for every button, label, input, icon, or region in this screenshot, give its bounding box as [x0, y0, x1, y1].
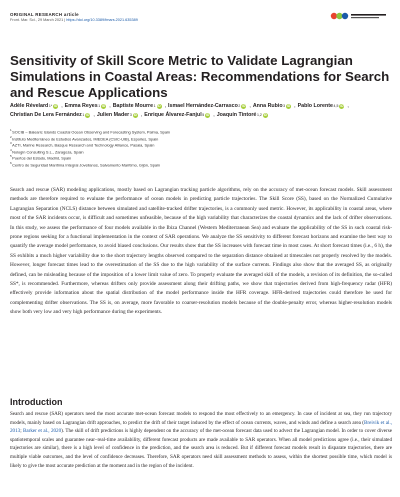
article-header: [10, 12, 310, 23]
author-name-text: Emma Reyes: [64, 103, 98, 109]
orcid-icon[interactable]: iD: [54, 104, 58, 108]
intro-text-part: ). The skill of drift predictions is highly dependent on the accuracy of the met-ocean forecast data used to advect the Lagrangian model. In order to cover diverse spatiotemporal scales and guarantee near–real-time availability, different forecast products are made available to SAR operators. When all model predictions agree (i.e., their simulated trajectories are similar), there is a high level of confidence in the prediction, and the search area is reduced. But if different forecast models result in disparate trajectories, there are multiple viable outcomes, and the level of confidence decreases. Therefore, SAR operators need skill assessment methods to assess, within the shortest possible time, which model is likely to give the most accurate prediction at the moment and in the region of the incident.: [10, 428, 392, 469]
author-separator: ,: [61, 103, 63, 109]
author-name-text: Pablo Lorente: [297, 103, 333, 109]
orcid-icon[interactable]: iD: [86, 113, 90, 117]
frontiers-logo[interactable]: [330, 10, 388, 22]
author-name-text: Baptiste Mourre: [112, 103, 154, 109]
affiliation-text: SOCIB – Balearic Islands Coastal Ocean Observing and Forecasting System, Palma, Spain: [12, 129, 171, 135]
affiliation-text: Centro de Seguridad Marítima Integral Jovellanos, Salvamento Marítimo, Gijón, Spain: [12, 162, 161, 168]
abstract-text: Search and rescue (SAR) modeling applications, mostly based on Lagrangian tracking particle algorithms, rely on the accuracy of met-ocean forecast models. Skill assessment methods are therefore required to evaluate the performance of ocean models in predicting particle trajectories. The Skill Score (SS), based on the Normalized Cumulative Lagrangian Separation (NCLS) distance between simulated and satellite-tracked drifter trajectories, is a commonly used metric. However, its applicability in coastal areas, where most of the SAR incidents occur, is difficult and sometimes unfeasible, because of the high variability that characterizes the coastal dynamics and the lack of drifter observations. In this study, we assess the performance of four models available in the Ibiza Channel (Western Mediterranean Sea) and evaluate the applicability of the SS in such coastal risk-prone regions seeking for a functional implementation in the context of SAR operations. We analyze the SS sensitivity to different forecast horizons and examine the best way to quantify the average model performance, to avoid biased conclusions. Our results show that the SS increases with forecast time in most cases. At short forecast times (i.e., 6 h), the SS exhibits a much higher variability due to the short trajectory lengths observed compared to the separation distance obtained at timescales not properly resolved by the models. However, longer forecast times lead to the overestimation of the SS due to the high variability of the surface currents. Findings also show that the averaged SS, as originally defined, can be misleading because of the imposition of a lower limit value of zero. To properly evaluate the averaged skill of the models, a revision of its definition, the so-called SS*, is recommended. Furthermore, whereas drifters only provide assessment along their drifting paths, we show that trajectories derived from high-frequency radar (HFR) effectively provide information about the spatial distribution of the model performance inside the HFR coverage. HFR-derived trajectories could therefore be used for complementing drifter observations. The SS is, on average, more favorable to coarser-resolution models because of the double-penalty error, whereas higher-resolution models show both very low and very high performance during the experiments.: [10, 187, 392, 316]
author-name[interactable]: [253, 102, 291, 111]
author-name-text: Adèle Révelard: [10, 103, 49, 109]
author-name-text: Christian De Lera Fernández: [10, 112, 82, 118]
article-title: Sensitivity of Skill Score Metric to Validate Lagrangian Simulations in Coastal Areas: Recommendations for Search and Rescue Applications: [10, 53, 390, 100]
author-separator: ,: [109, 103, 111, 109]
affiliation-item: [10, 148, 390, 155]
author-name[interactable]: [113, 102, 162, 111]
intro-text-part: ;: [20, 428, 23, 435]
author-affiliation-sup: 1: [153, 104, 156, 108]
author-affiliation-sup: 5: [202, 113, 205, 117]
author-separator: ,: [140, 112, 143, 118]
citation-link[interactable]: Breivik et al., 2013: [10, 419, 392, 435]
author-affiliation-sup: 1: [98, 104, 101, 108]
author-separator: ,: [164, 103, 167, 109]
author-name[interactable]: [10, 111, 90, 120]
author-name[interactable]: [65, 102, 107, 111]
author-separator: ,: [249, 103, 251, 109]
orcid-icon[interactable]: iD: [133, 113, 137, 117]
author-name-text: Ismael Hernández-Carrasco: [168, 103, 238, 109]
citation-link[interactable]: Barker et al., 2020: [23, 428, 62, 435]
author-name[interactable]: [217, 111, 268, 120]
author-name[interactable]: [144, 111, 210, 120]
author-name-text: Joaquín Tintoré: [216, 112, 257, 118]
affiliation-list: [10, 128, 390, 168]
affiliation-text: AZTI, Marine Research, Basque Research and Technology Alliance, Pasaia, Spain: [12, 142, 155, 148]
affiliation-text: Nologin Consulting S.L., Zaragoza, Spain: [12, 149, 84, 155]
affiliation-number: 4: [10, 147, 12, 152]
author-name-text: Anna Rubio: [252, 103, 283, 109]
journal-line: [10, 18, 310, 23]
affiliation-item: [10, 161, 390, 168]
affiliation-number: 2: [10, 134, 12, 139]
author-name[interactable]: [10, 102, 58, 111]
author-affiliation-sup: 1: [82, 113, 85, 117]
orcid-icon[interactable]: iD: [263, 113, 267, 117]
affiliation-number: 3: [10, 141, 12, 146]
orcid-icon[interactable]: iD: [102, 104, 106, 108]
affiliation-number: 5: [10, 154, 12, 159]
author-separator: ,: [93, 112, 95, 118]
author-affiliation-sup: 1*: [48, 104, 53, 108]
author-name-text: Julien Mader: [96, 112, 130, 118]
author-list: [10, 102, 395, 120]
orcid-icon[interactable]: iD: [206, 113, 210, 117]
orcid-icon[interactable]: iD: [340, 104, 344, 108]
author-separator: ,: [213, 112, 215, 118]
author-name[interactable]: [168, 102, 246, 111]
affiliation-text: Instituto Mediterráneo de Estudios Avanzados, IMEDEA (CSIC-UIB), Esporles, Spain: [12, 135, 159, 141]
affiliation-item: [10, 154, 390, 161]
affiliation-number: 1: [10, 128, 12, 132]
article-type: ORIGINAL RESEARCH article: [10, 12, 79, 17]
author-affiliation-sup: 4,5: [333, 104, 339, 108]
author-name[interactable]: [97, 111, 138, 120]
intro-text-part: Search and rescue (SAR) operators need the most accurate met-ocean forecast models to respond the most effectively to an emergency. In case of incident at sea, they run trajectory models, mainly based on Lagrangian drift approaches, to predict the drift of their target induced by the effect of ocean currents, waves, and winds and define a search area (: [10, 411, 392, 426]
author-affiliation-sup: 2: [238, 104, 241, 108]
author-separator: ,: [347, 103, 349, 109]
author-affiliation-sup: 3: [129, 113, 132, 117]
section-heading-introduction: Introduction: [10, 397, 63, 407]
author-separator: ,: [294, 103, 296, 109]
affiliation-item: [10, 135, 390, 142]
affiliation-item: [10, 128, 390, 135]
orcid-icon[interactable]: iD: [287, 104, 291, 108]
author-affiliation-sup: 1,2: [256, 113, 262, 117]
orcid-icon[interactable]: iD: [157, 104, 161, 108]
author-name[interactable]: [298, 102, 345, 111]
journal-citation: Front. Mar. Sci., 29 March 2021 |: [10, 18, 66, 22]
affiliation-item: [10, 141, 390, 148]
author-name-text: Enrique Álvarez-Fanjul: [144, 112, 202, 118]
doi-link[interactable]: https://doi.org/10.3389/fmars.2021.635389: [66, 18, 138, 22]
author-affiliation-sup: 3: [283, 104, 286, 108]
introduction-text: [10, 410, 392, 497]
orcid-icon[interactable]: iD: [242, 104, 246, 108]
affiliation-text: Puertos del Estado, Madrid, Spain: [12, 155, 72, 161]
affiliation-number: 6: [10, 160, 12, 165]
